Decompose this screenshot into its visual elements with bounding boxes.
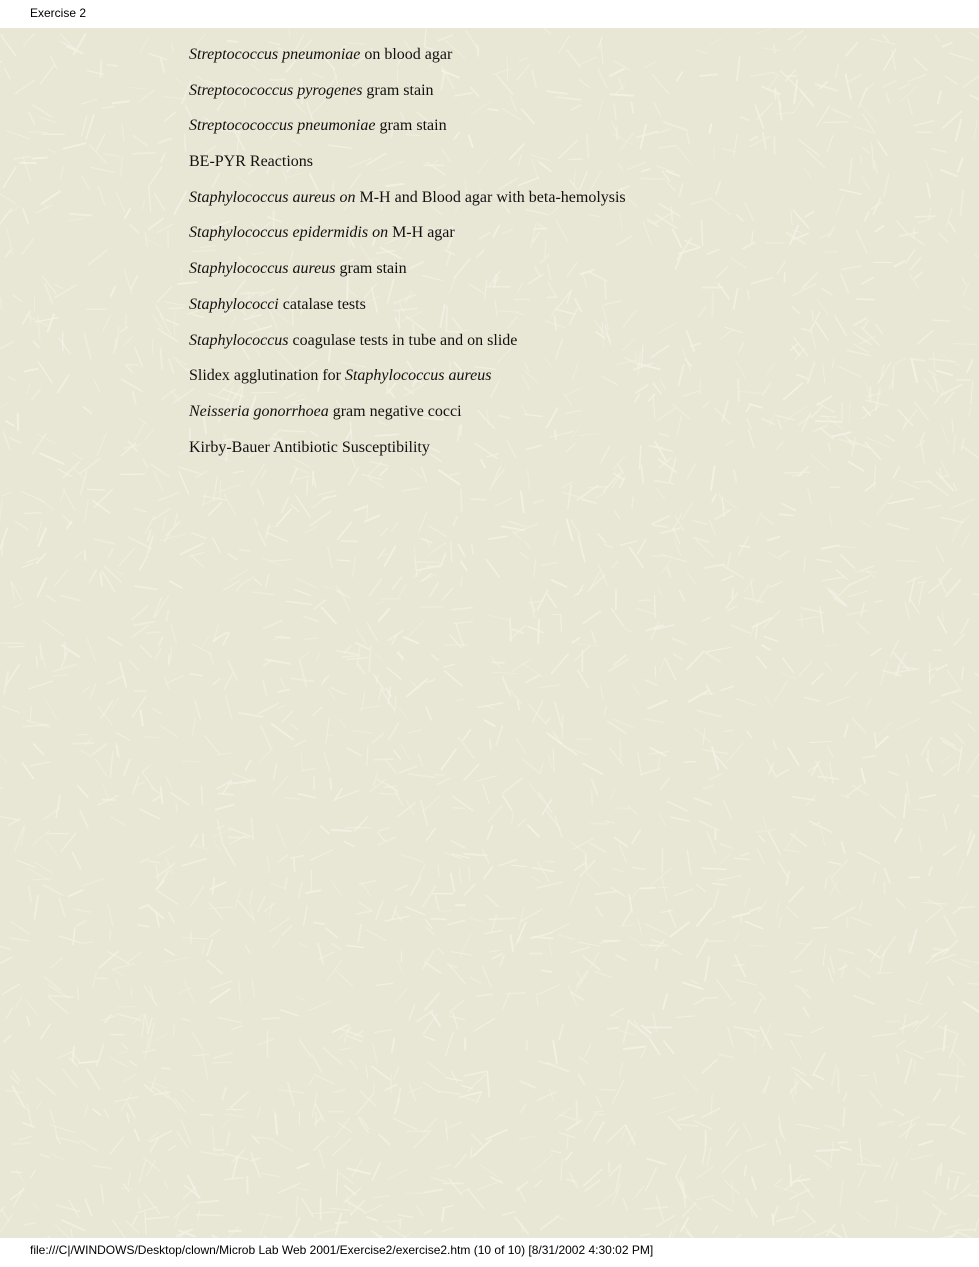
exercise-list-item xyxy=(189,366,626,402)
item-text-italic: Neisseria gonorrhoea xyxy=(189,402,329,420)
page-content-area xyxy=(0,28,979,1238)
exercise-item-link[interactable] xyxy=(189,403,462,420)
item-text: BE-PYR Reactions xyxy=(189,153,313,171)
exercise-item-link[interactable] xyxy=(189,117,447,134)
exercise-item-link[interactable] xyxy=(189,82,434,99)
exercise-list-item xyxy=(189,331,626,367)
item-text: Slidex agglutination for xyxy=(189,367,345,385)
item-text-italic: Staphylococcus aureus xyxy=(189,260,336,278)
item-text: Kirby-Bauer Antibiotic Susceptibility xyxy=(189,438,430,456)
item-text-italic: Staphylococcus aureus on xyxy=(189,188,356,206)
exercise-item-link[interactable] xyxy=(189,260,407,277)
item-text: M-H agar xyxy=(388,224,455,242)
item-text-italic: Staphylococcus aureus xyxy=(344,367,492,385)
exercise-list-item xyxy=(189,116,626,152)
exercise-list-item xyxy=(189,188,626,224)
exercise-list-item xyxy=(189,438,626,474)
exercise-item-link[interactable] xyxy=(189,296,366,313)
item-text: M-H and Blood agar with beta-hemolysis xyxy=(355,188,626,206)
item-text: gram stain xyxy=(362,81,434,99)
exercise-list-item xyxy=(189,295,626,331)
exercise-list-item xyxy=(189,81,626,117)
exercise-item-link[interactable] xyxy=(189,46,452,63)
item-text-italic: Staphylococcus epidermidis on xyxy=(189,224,389,242)
exercise-item-link[interactable] xyxy=(189,367,491,384)
item-text: coagulase tests in tube and on slide xyxy=(288,331,518,349)
item-text-italic: Staphylococcus xyxy=(189,331,289,349)
exercise-list-item xyxy=(189,152,626,188)
item-text-italic: Staphylococci xyxy=(189,295,279,313)
item-text-italic: Streptococcus pneumoniae xyxy=(189,46,361,63)
item-text: gram stain xyxy=(335,260,407,278)
item-text: gram stain xyxy=(375,117,447,135)
exercise-list-item xyxy=(189,259,626,295)
exercise-item-link[interactable] xyxy=(189,439,430,456)
print-header-title: Exercise 2 xyxy=(30,6,87,20)
exercise-list-item xyxy=(189,45,626,81)
item-text: on blood agar xyxy=(360,46,453,63)
item-text: gram negative cocci xyxy=(328,402,462,420)
exercise-item-link[interactable] xyxy=(189,332,517,349)
exercise-item-link[interactable] xyxy=(189,189,626,206)
item-text-italic: Streptocococcus pyrogenes xyxy=(189,81,363,99)
item-text-italic: Streptocococcus pneumoniae xyxy=(189,117,376,135)
exercise-item-link[interactable] xyxy=(189,153,313,170)
exercise-link-list xyxy=(189,45,626,473)
exercise-list-item xyxy=(189,402,626,438)
item-text: catalase tests xyxy=(278,295,366,313)
exercise-item-link[interactable] xyxy=(189,224,455,241)
print-footer-url: file:///C|/WINDOWS/Desktop/clown/Microb Lab Web 2001/Exercise2/exercise2.htm (10 of 10) [8/31/2002 4:30:02 PM] xyxy=(30,1243,654,1257)
exercise-list-item xyxy=(189,223,626,259)
